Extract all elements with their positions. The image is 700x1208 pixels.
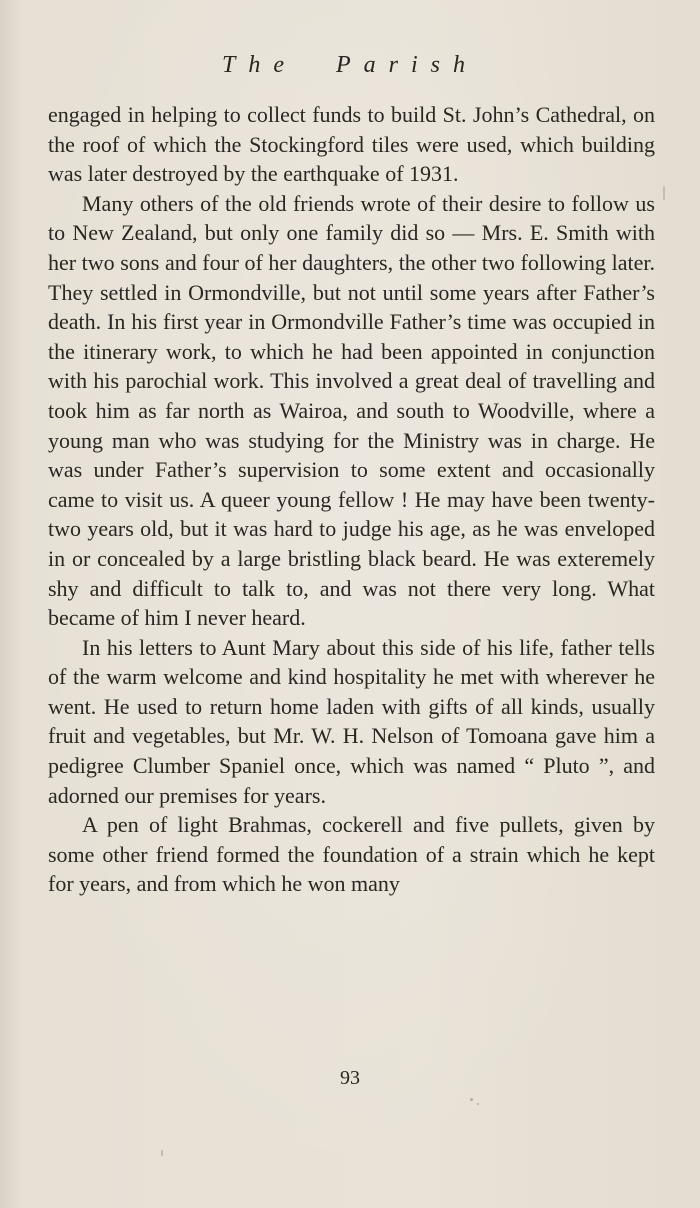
paragraph-1: engaged in helping to collect funds to build St. John’s Cathedral, on the roof of which the Stockingford tiles were used, which building was later destroyed by the earthquake of 1931. bbox=[48, 102, 655, 187]
paper-speck bbox=[477, 1103, 479, 1105]
paper-speck bbox=[663, 186, 665, 200]
paragraph-2: Many others of the old friends wrote of their desire to follow us to New Zealand, but only one family did so — Mrs. E. Smith with her two sons and four of her daughters, the other two following later. They settled in Ormondville, but not until some years after Father’s death. In his first year in Ormondville Father’s time was occupied in the itinerary work, to which he had been appointed in conjunction with his parochial work. This involved a great deal of travelling and took him as far north as Wairoa, and south to Woodville, where a young man who was studying for the Ministry was in charge. He was under Father’s supervision to some extent and occasionally came to visit us. A queer young fellow ! He may have been twenty-two years old, but it was hard to judge his age, as he was enveloped in or concealed by a large bristling black beard. He was exteremely shy and difficult to talk to, and was not there very long. What became of him I never heard. bbox=[48, 190, 655, 631]
page-number: 93 bbox=[340, 1067, 360, 1089]
running-head: The Parish bbox=[221, 52, 478, 78]
paragraph-3: In his letters to Aunt Mary about this side of his life, father tells of the warm welcome and kind hospitality he met with wherever he went. He used to return home laden with gifts of all kinds, usually fruit and vegetables, but Mr. W. H. Nelson of Tomoana gave him a pedigree Clumber Spaniel once, which was named “ Pluto ”, and adorned our premises for years. bbox=[48, 634, 655, 808]
paper-speck bbox=[470, 1098, 473, 1101]
body-text bbox=[48, 100, 655, 899]
paper-speck bbox=[161, 1150, 163, 1156]
paragraph-4: A pen of light Brahmas, cockerell and five pullets, given by some other friend formed the foundation of a strain which he kept for years, and from which he won many bbox=[48, 812, 655, 897]
